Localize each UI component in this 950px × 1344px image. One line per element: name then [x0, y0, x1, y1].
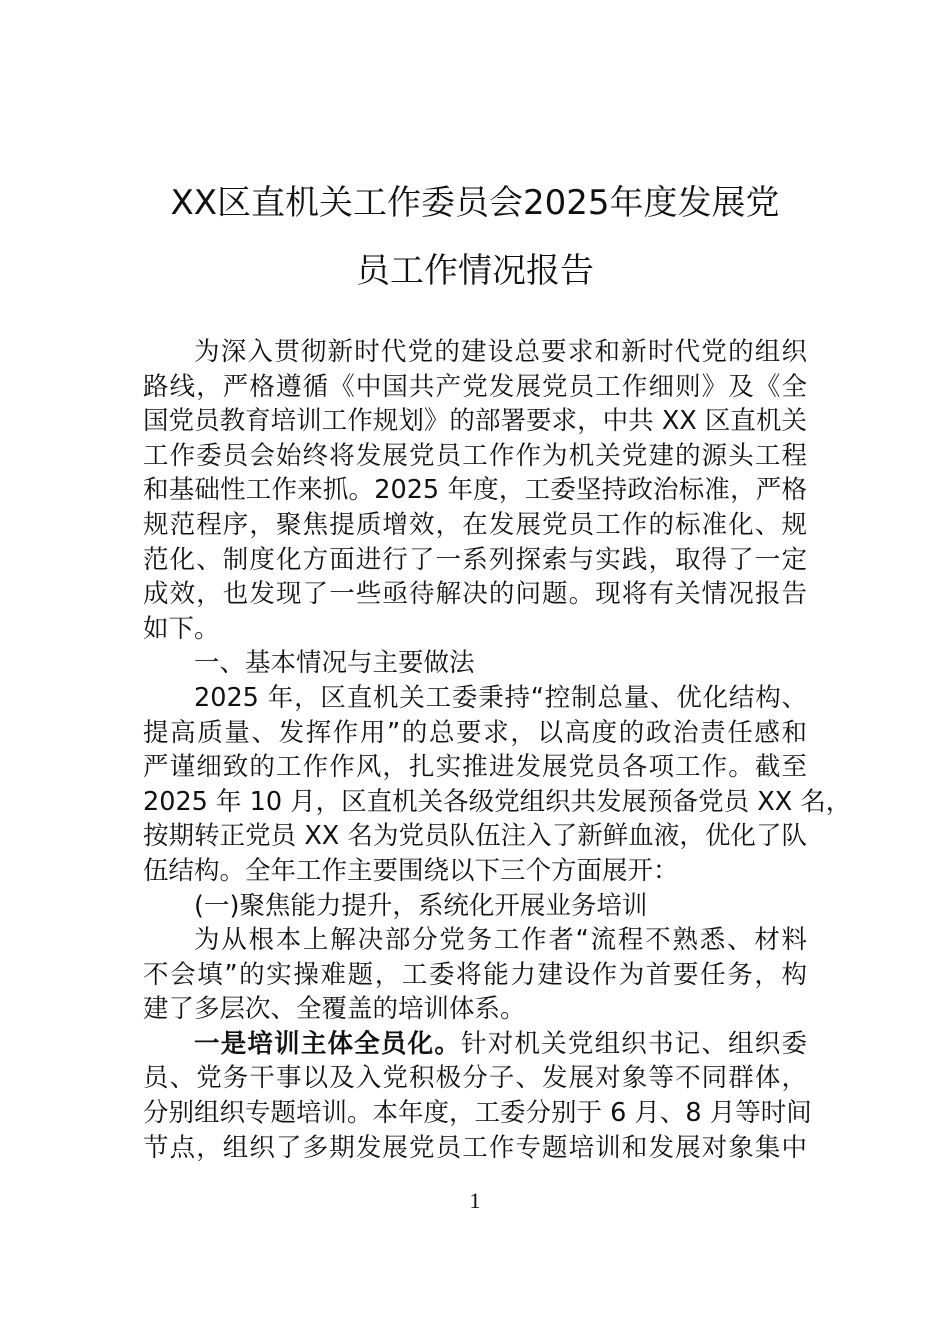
text-line: [143, 473, 807, 508]
line-text: 范化、制度化方面进行了一系列探索与实践，取得了一定: [143, 544, 807, 575]
text-line: [143, 335, 807, 370]
text-line: [143, 923, 807, 958]
text-line: [143, 612, 807, 647]
line-text: 2025 年，区直机关工委秉持“控制总量、优化结构、: [194, 682, 807, 713]
line-text: 2025 年 10 月，区直机关各级党组织共发展预备党员 XX 名，: [143, 786, 852, 817]
line-text: 针对机关党组织书记、组织委: [461, 1028, 807, 1059]
line-text: 提高质量、发挥作用”的总要求，以高度的政治责任感和: [143, 717, 807, 748]
text-line: [143, 508, 807, 543]
text-line: [143, 646, 807, 681]
line-text: 员、党务干事以及入党积极分子、发展对象等不同群体，: [143, 1063, 807, 1094]
line-text: 和基础性工作来抓。2025 年度，工委坚持政治标准，严格: [143, 475, 807, 506]
line-text: 伍结构。全年工作主要围绕以下三个方面展开：: [143, 855, 679, 886]
text-line: [143, 785, 852, 820]
line-text: 成效，也发现了一些亟待解决的问题。现将有关情况报告: [143, 579, 807, 610]
line-text: 为从根本上解决部分党务工作者“流程不熟悉、材料: [194, 925, 807, 956]
text-line: [143, 370, 807, 405]
text-line: [143, 1027, 807, 1062]
text-line: [143, 992, 807, 1027]
document-title-line-1: XX区直机关工作委员会2025年度发展党: [170, 183, 780, 223]
line-text: 建了多层次、全覆盖的培训体系。: [143, 994, 526, 1025]
line-text: 按期转正党员 XX 名为党员队伍注入了新鲜血液，优化了队: [143, 821, 807, 852]
text-line: [143, 1096, 812, 1131]
text-line: [143, 854, 807, 889]
text-line: [143, 404, 807, 439]
text-line: [143, 1061, 807, 1096]
bold-lead: 一是培训主体全员化。: [194, 1028, 462, 1059]
text-line: [143, 750, 807, 785]
line-text: 严谨细致的工作作风，扎实推进发展党员各项工作。截至: [143, 752, 807, 783]
line-text: 国党员教育培训工作规划》的部署要求，中共 XX 区直机关: [143, 406, 807, 437]
line-text: 为深入贯彻新时代党的建设总要求和新时代党的组织: [194, 337, 807, 367]
line-text: 分别组织专题培训。本年度，工委分别于 6 月、8 月等时间: [143, 1098, 812, 1129]
text-line: [143, 681, 807, 716]
text-line: [143, 889, 807, 924]
line-text: 节点，组织了多期发展党员工作专题培训和发展对象集中: [143, 1132, 807, 1163]
document-title-line-2: 员工作情况报告: [356, 251, 594, 291]
text-line: [143, 819, 807, 854]
text-line: [143, 716, 807, 751]
line-text: 不会填”的实操难题，工委将能力建设作为首要任务，构: [143, 959, 807, 990]
document-body: [143, 335, 852, 1165]
line-text: 如下。: [143, 613, 220, 644]
line-text: 一、基本情况与主要做法: [194, 648, 475, 679]
line-text: 规范程序，聚焦提质增效，在发展党员工作的标准化、规: [143, 509, 807, 540]
text-line: [143, 958, 807, 993]
line-text: 路线，严格遵循《中国共产党发展党员工作细则》及《全: [143, 371, 807, 402]
page-number: 1: [469, 1188, 481, 1213]
text-line: [143, 439, 807, 474]
text-line: [143, 543, 807, 578]
text-line: [143, 1131, 807, 1166]
line-text: 工作委员会始终将发展党员工作作为机关党建的源头工程: [143, 440, 807, 471]
line-text: (一)聚焦能力提升，系统化开展业务培训: [194, 890, 648, 921]
text-line: [143, 577, 807, 612]
